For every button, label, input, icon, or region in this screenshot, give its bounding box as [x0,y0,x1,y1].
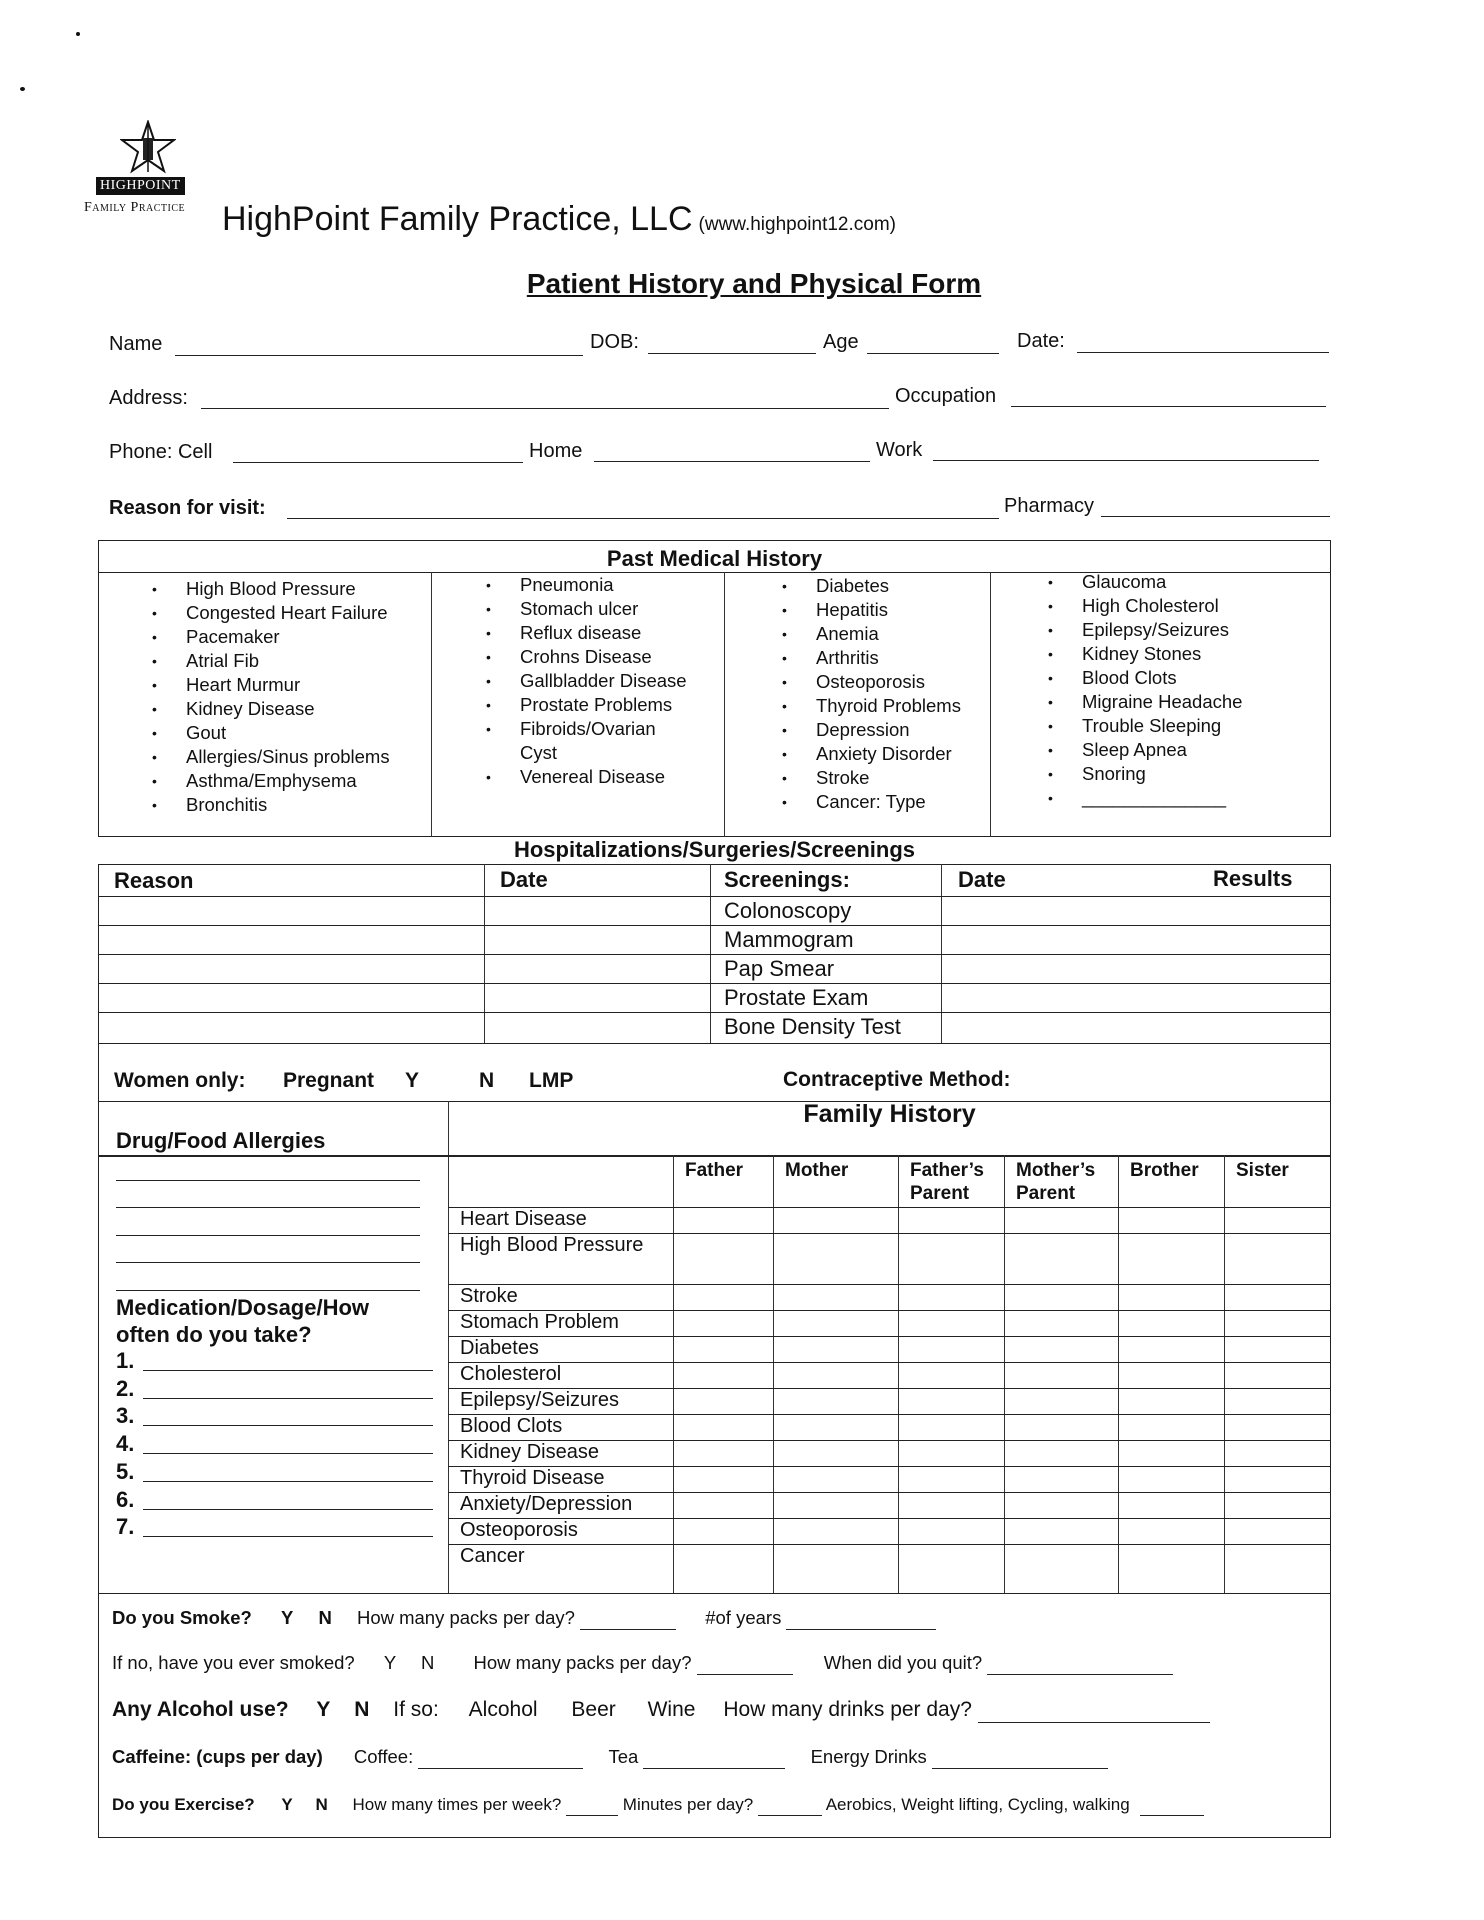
practice-name [222,200,896,239]
divider [98,954,1331,955]
family-history-cell[interactable] [898,1440,1004,1466]
caffeine-row [112,1746,1108,1769]
condition-checkbox[interactable]: • Kidney Stones [1048,642,1242,666]
alcohol-no-option[interactable]: N [354,1698,370,1721]
wine-option[interactable]: Wine [647,1698,696,1721]
condition-checkbox[interactable]: • Sleep Apnea [1048,738,1242,762]
family-history-cell[interactable] [1224,1388,1331,1414]
condition-checkbox[interactable]: • Snoring [1048,762,1242,786]
occupation-field[interactable] [1011,406,1326,407]
family-history-cell[interactable] [773,1440,898,1466]
family-history-cell[interactable] [773,1284,898,1310]
alcohol-yes-option[interactable]: Y [316,1698,331,1721]
ever-packs-label: How many packs per day? [473,1652,692,1673]
pharmacy-field[interactable] [1101,516,1330,517]
allergy-line[interactable] [116,1262,420,1263]
medication-number: 4. [116,1431,135,1457]
condition-checkbox[interactable]: • High Blood Pressure [152,577,390,601]
family-history-cell[interactable] [773,1492,898,1518]
family-history-cell[interactable] [673,1388,773,1414]
family-history-cell[interactable] [773,1544,898,1597]
family-history-cell[interactable] [1224,1492,1331,1518]
divider [448,1101,449,1593]
reason-field[interactable] [287,518,999,519]
medication-number: 3. [116,1403,135,1429]
pmh-column-1 [152,577,390,817]
family-history-cell[interactable] [1224,1310,1331,1336]
condition-checkbox[interactable]: • Anxiety Disorder [782,742,961,766]
minutes-label: Minutes per day? [622,1795,754,1814]
family-history-cell[interactable] [1118,1518,1224,1544]
divider [98,1593,1331,1594]
family-history-cell[interactable] [673,1207,773,1233]
practice-url: (www.highpoint12.com) [698,214,896,235]
family-condition-label: Heart Disease [460,1208,587,1230]
family-history-cell[interactable] [898,1284,1004,1310]
exercise-yes-option[interactable]: Y [281,1795,293,1814]
family-history-cell[interactable] [1004,1336,1118,1362]
family-history-cell[interactable] [1224,1336,1331,1362]
scan-speck [20,87,25,91]
family-condition-label: High Blood Pressure [460,1234,644,1256]
family-history-cell[interactable] [1224,1518,1331,1544]
family-history-cell[interactable] [1224,1440,1331,1466]
family-column-header: Father [685,1160,744,1181]
family-column-header: Sister [1236,1160,1289,1181]
condition-checkbox[interactable]: • Depression [782,718,961,742]
family-history-cell[interactable] [773,1518,898,1544]
coffee-field[interactable] [418,1746,583,1769]
screening-date-header: Date [958,867,1006,892]
address-field[interactable] [201,408,889,409]
condition-checkbox[interactable]: • Kidney Disease [152,697,390,721]
family-history-cell[interactable] [773,1310,898,1336]
family-history-cell[interactable] [1224,1284,1331,1310]
logo-wordmark: HIGHPOINT [96,177,185,195]
date-label: Date: [1017,330,1065,352]
family-column-header: Brother [1130,1160,1199,1181]
other-condition-field[interactable]: • ______________ [1048,786,1242,810]
family-condition-label: Cancer [460,1545,525,1567]
exercise-types-field[interactable] [1140,1795,1204,1816]
family-history-cell[interactable] [673,1492,773,1518]
quit-field[interactable] [987,1652,1173,1675]
exercise-row [112,1795,1204,1816]
star-logo-icon [120,120,176,174]
ever-smoked-row [112,1652,1173,1675]
family-history-cell[interactable] [773,1466,898,1492]
smoke-label: Do you Smoke? [112,1607,252,1628]
allergy-line[interactable] [116,1290,420,1291]
exercise-types-label: Aerobics, Weight lifting, Cycling, walking [825,1795,1130,1814]
medication-field[interactable] [143,1398,433,1399]
condition-checkbox[interactable]: • Diabetes [782,574,961,598]
family-history-cell[interactable] [773,1207,898,1233]
work-phone-field[interactable] [933,460,1319,461]
condition-checkbox[interactable]: • Bronchitis [152,793,390,817]
dob-label: DOB: [590,331,639,353]
condition-checkbox[interactable]: • Heart Murmur [152,673,390,697]
condition-checkbox[interactable]: • Hepatitis [782,598,961,622]
reason-label: Reason for visit: [109,497,266,519]
family-history-cell[interactable] [1004,1388,1118,1414]
smoking-row [112,1607,936,1630]
family-history-cell[interactable] [673,1440,773,1466]
energy-drinks-label: Energy Drinks [810,1746,927,1767]
logo-subtitle: Family Practice [84,200,186,215]
alcohol-row [112,1698,1210,1723]
family-history-cell[interactable] [673,1362,773,1388]
family-history-cell[interactable] [673,1336,773,1362]
condition-checkbox[interactable]: • Prostate Problems [486,693,687,717]
medication-field[interactable] [143,1509,433,1510]
family-history-cell[interactable] [1224,1414,1331,1440]
condition-checkbox[interactable]: • Epilepsy/Seizures [1048,618,1242,642]
hospitalizations-title: Hospitalizations/Surgeries/Screenings [513,837,915,862]
condition-checkbox[interactable]: • Allergies/Sinus problems [152,745,390,769]
medication-number: 1. [116,1348,135,1373]
divider [98,925,1331,926]
medication-field[interactable] [143,1425,433,1426]
medication-number: 6. [116,1486,135,1512]
family-history-cell[interactable] [1118,1233,1224,1284]
family-column-header: Mother’s Parent [1016,1160,1096,1204]
condition-checkbox[interactable]: • Gallbladder Disease [486,669,687,693]
condition-checkbox[interactable]: • Glaucoma [1048,570,1242,594]
family-history-cell[interactable] [1224,1233,1331,1284]
past-medical-history-title: Past Medical History [606,546,823,571]
alcohol-option[interactable]: Alcohol [468,1698,538,1721]
family-history-cell[interactable] [898,1207,1004,1233]
name-field[interactable] [175,355,583,356]
phone-cell-label: Phone: Cell [109,441,213,463]
family-condition-label: Stomach Problem [460,1311,619,1333]
condition-checkbox[interactable]: • Thyroid Problems [782,694,961,718]
ever-packs-field[interactable] [697,1652,793,1675]
allergy-line[interactable] [116,1180,420,1181]
condition-checkbox[interactable]: • Cancer: Type [782,790,961,814]
family-history-cell[interactable] [898,1233,1004,1284]
family-history-cell[interactable] [1118,1492,1224,1518]
divider [98,983,1331,984]
occupation-label: Occupation [895,385,997,407]
energy-drinks-field[interactable] [932,1746,1108,1769]
condition-checkbox[interactable]: • Pacemaker [152,625,390,649]
tea-field[interactable] [643,1746,785,1769]
times-per-week-field[interactable] [566,1795,618,1816]
drinks-label: How many drinks per day? [723,1698,972,1721]
drinks-field[interactable] [978,1698,1210,1723]
date-field[interactable] [1077,352,1329,353]
pharmacy-label: Pharmacy [1004,495,1095,517]
condition-checkbox[interactable]: • Asthma/Emphysema [152,769,390,793]
condition-checkbox[interactable]: • Migraine Headache [1048,690,1242,714]
screenings-header: Screenings: [724,867,850,892]
medication-number: 5. [116,1458,135,1484]
family-history-cell[interactable] [673,1284,773,1310]
exercise-no-option[interactable]: N [315,1795,328,1814]
address-label: Address: [109,387,188,409]
family-history-cell[interactable] [1118,1466,1224,1492]
family-history-cell[interactable] [898,1414,1004,1440]
years-field[interactable] [786,1607,936,1630]
pregnant-label: Pregnant [283,1069,375,1092]
cell-phone-field[interactable] [233,462,523,463]
family-history-cell[interactable] [1118,1336,1224,1362]
packs-label: How many packs per day? [356,1607,575,1628]
condition-checkbox[interactable]: • Trouble Sleeping [1048,714,1242,738]
family-history-cell[interactable] [773,1233,898,1284]
packs-field[interactable] [580,1607,676,1630]
family-history-cell[interactable] [673,1518,773,1544]
family-history-cell[interactable] [1118,1440,1224,1466]
family-history-cell[interactable] [1004,1440,1118,1466]
work-phone-label: Work [876,439,923,461]
medication-field[interactable] [143,1536,433,1537]
family-condition-label: Blood Clots [460,1415,563,1437]
screening-pap-smear: Pap Smear [724,956,835,981]
condition-checkbox[interactable]: • Venereal Disease [486,765,687,789]
family-history-cell[interactable] [1118,1544,1224,1597]
family-history-cell[interactable] [773,1362,898,1388]
alcohol-label: Any Alcohol use? [112,1698,289,1721]
family-history-cell[interactable] [1224,1466,1331,1492]
screening-mammogram: Mammogram [724,927,854,952]
family-history-cell[interactable] [773,1414,898,1440]
screening-colonoscopy: Colonoscopy [724,898,852,923]
family-history-cell[interactable] [1004,1466,1118,1492]
family-history-cell[interactable] [1004,1310,1118,1336]
name-label: Name [109,333,163,355]
family-history-cell[interactable] [1004,1233,1118,1284]
family-condition-label: Epilepsy/Seizures [460,1389,619,1411]
family-history-cell[interactable] [1004,1414,1118,1440]
family-condition-label: Thyroid Disease [460,1467,605,1489]
medication-field[interactable] [143,1370,433,1371]
family-history-cell[interactable] [1004,1284,1118,1310]
if-so-label: If so: [393,1698,439,1721]
condition-checkbox[interactable]: • Fibroids/Ovarian Cyst [486,717,680,765]
medication-number: 2. [116,1375,135,1401]
family-history-cell[interactable] [898,1492,1004,1518]
screening-bone-density: Bone Density Test [724,1014,901,1039]
divider [990,572,991,837]
coffee-label: Coffee: [353,1746,414,1767]
women-only-label: Women only: [114,1069,246,1092]
divider [431,572,432,837]
family-condition-label: Kidney Disease [460,1441,599,1463]
reason-header: Reason [114,868,194,893]
allergy-line[interactable] [116,1235,420,1236]
medication-number: 7. [116,1514,135,1540]
family-history-cell[interactable] [673,1233,773,1284]
practice-name-text: HighPoint Family Practice, LLC [222,200,693,238]
family-history-cell[interactable] [1004,1518,1118,1544]
family-history-cell[interactable] [1118,1414,1224,1440]
family-history-cell[interactable] [1224,1362,1331,1388]
ever-smoked-no-option[interactable]: N [421,1652,435,1673]
family-history-cell[interactable] [1004,1544,1118,1597]
years-label: #of years [705,1607,782,1628]
family-history-cell[interactable] [1118,1284,1224,1310]
divider [724,572,725,837]
condition-checkbox[interactable]: • Stroke [782,766,961,790]
family-history-cell[interactable] [898,1336,1004,1362]
family-history-cell[interactable] [673,1544,773,1597]
family-history-cell[interactable] [1118,1310,1224,1336]
ever-smoked-label: If no, have you ever smoked? [112,1652,355,1673]
family-history-cell[interactable] [898,1466,1004,1492]
family-history-cell[interactable] [1004,1207,1118,1233]
screening-prostate-exam: Prostate Exam [724,985,869,1010]
caffeine-label: Caffeine: (cups per day) [112,1746,323,1767]
pmh-column-3 [782,574,961,814]
date-header: Date [500,867,548,892]
results-header: Results [1213,866,1293,891]
pregnant-yes-option[interactable]: Y [405,1069,420,1092]
medication-field[interactable] [143,1481,433,1482]
medications-title-line1: Medication/Dosage/How [116,1295,370,1320]
smoke-yes-option[interactable]: Y [280,1607,294,1628]
family-history-cell[interactable] [1118,1362,1224,1388]
condition-checkbox[interactable]: • Stomach ulcer [486,597,687,621]
family-history-cell[interactable] [673,1466,773,1492]
lmp-label: LMP [529,1069,574,1092]
divider [98,1012,1331,1013]
allergy-line[interactable] [116,1207,420,1208]
family-history-cell[interactable] [1224,1544,1331,1597]
home-phone-label: Home [529,440,583,462]
condition-checkbox[interactable]: • Anemia [782,622,961,646]
family-history-cell[interactable] [1224,1207,1331,1233]
family-history-cell[interactable] [673,1310,773,1336]
contraceptive-label: Contraceptive Method: [783,1068,1011,1091]
family-condition-label: Diabetes [460,1337,539,1359]
dob-field[interactable] [648,353,816,354]
family-condition-label: Cholesterol [460,1363,562,1385]
family-history-cell[interactable] [1004,1362,1118,1388]
age-label: Age [823,331,859,353]
condition-checkbox[interactable]: • Blood Clots [1048,666,1242,690]
age-field[interactable] [867,353,999,354]
medications-title-line2: often do you take? [116,1322,312,1347]
medication-field[interactable] [143,1453,433,1454]
family-history-cell[interactable] [898,1362,1004,1388]
pregnant-no-option[interactable]: N [479,1069,495,1092]
divider [98,1155,1331,1157]
medications-title [116,1294,369,1348]
condition-checkbox[interactable]: • Pneumonia [486,573,687,597]
family-column-header: Mother [785,1160,849,1181]
pmh-column-2 [486,573,687,789]
family-history-cell[interactable] [673,1414,773,1440]
family-condition-label: Osteoporosis [460,1519,578,1541]
scan-speck [76,32,80,36]
family-condition-label: Stroke [460,1285,518,1307]
minutes-field[interactable] [758,1795,822,1816]
family-history-cell[interactable] [773,1336,898,1362]
condition-checkbox[interactable]: • Congested Heart Failure [152,601,390,625]
condition-checkbox[interactable]: • Atrial Fib [152,649,390,673]
smoke-no-option[interactable]: N [318,1607,332,1628]
times-per-week-label: How many times per week? [352,1795,562,1814]
family-history-cell[interactable] [898,1518,1004,1544]
ever-smoked-yes-option[interactable]: Y [383,1652,396,1673]
condition-checkbox[interactable]: • Osteoporosis [782,670,961,694]
family-history-cell[interactable] [898,1388,1004,1414]
family-condition-label: Anxiety/Depression [460,1493,633,1515]
family-history-cell[interactable] [1118,1207,1224,1233]
condition-checkbox[interactable]: • Gout [152,721,390,745]
exercise-label: Do you Exercise? [112,1795,255,1814]
family-history-cell[interactable] [898,1310,1004,1336]
family-history-cell[interactable] [898,1544,1004,1597]
quit-label: When did you quit? [823,1652,983,1673]
condition-checkbox[interactable]: • High Cholesterol [1048,594,1242,618]
family-history-cell[interactable] [773,1388,898,1414]
condition-checkbox[interactable]: • Crohns Disease [486,645,687,669]
family-column-header: Father’s Parent [910,1160,984,1204]
form-title: Patient History and Physical Form [526,268,982,299]
family-history-title: Family History [803,1100,976,1128]
divider [98,896,1331,897]
allergies-title: Drug/Food Allergies [116,1128,326,1153]
tea-label: Tea [608,1746,639,1767]
family-history-cell[interactable] [1118,1388,1224,1414]
pmh-column-4 [1048,570,1242,810]
condition-checkbox[interactable]: • Arthritis [782,646,961,670]
condition-checkbox[interactable]: • Reflux disease [486,621,687,645]
family-history-cell[interactable] [1004,1492,1118,1518]
home-phone-field[interactable] [594,461,870,462]
beer-option[interactable]: Beer [571,1698,616,1721]
